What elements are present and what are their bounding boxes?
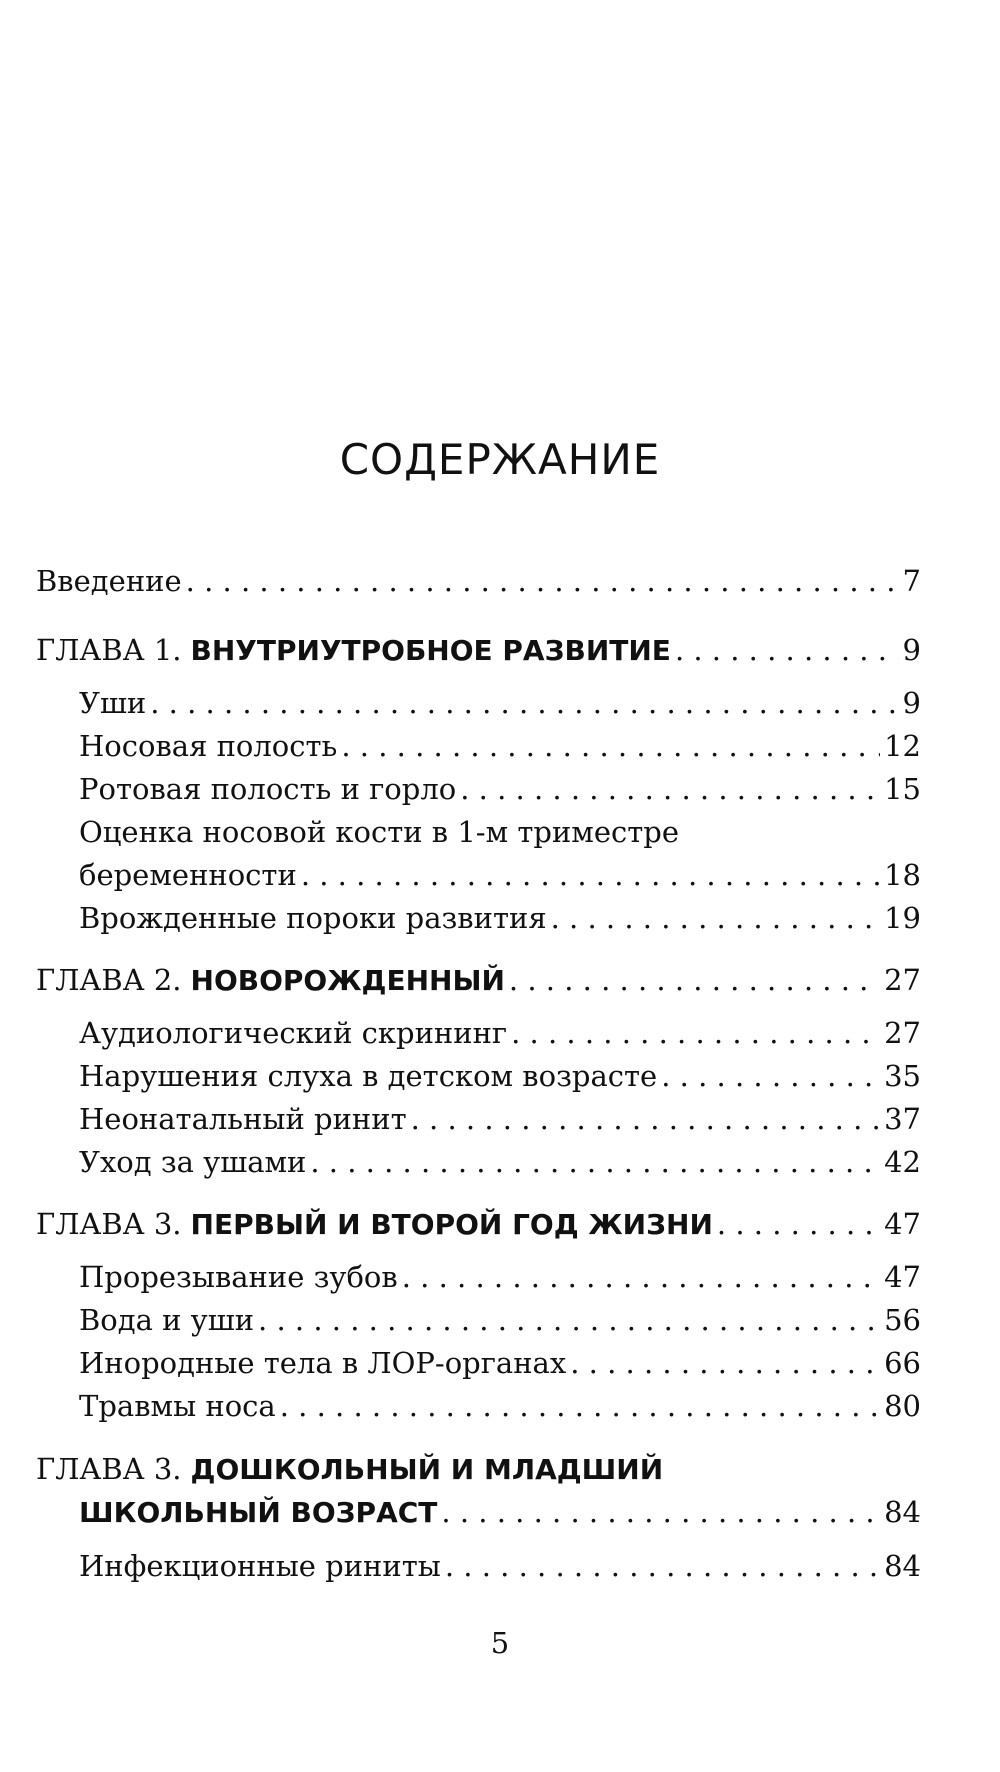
toc-page-number: 19 [884,901,921,935]
chapter-title: ВНУТРИУТРОБНОЕ РАЗВИТИЕ [190,634,671,667]
toc-entry-title: Инфекционные риниты [79,1549,441,1583]
toc-page-number: 18 [884,858,921,892]
page-title: СОДЕРЖАНИЕ [339,435,661,484]
toc-entry-nasal-bone-line-2[interactable] [79,855,921,895]
dot-leader [186,561,899,601]
dot-leader [301,855,880,895]
toc-entry-title: Вода и уши [79,1303,255,1337]
toc-entry-title: Травмы носа [79,1389,276,1423]
toc-page-number: 56 [884,1303,921,1337]
toc-entry-ears[interactable] [79,683,921,723]
toc-entry-foreign-bodies[interactable] [79,1343,921,1383]
toc-entry-hearing-disorders[interactable] [79,1056,921,1096]
toc-entry-nasal-cavity[interactable] [79,726,921,766]
toc-chapter-2[interactable] [36,960,921,1000]
dot-leader [150,683,898,723]
toc-page-number: 42 [884,1145,921,1179]
toc-entry-title: Прорезывание зубов [79,1260,398,1294]
dot-leader [460,769,880,809]
chapter-title: ДОШКОЛЬНЫЙ И МЛАДШИЙ [190,1453,664,1486]
chapter-title: ПЕРВЫЙ И ВТОРОЙ ГОД ЖИЗНИ [190,1208,713,1241]
chapter-title: ШКОЛЬНЫЙ ВОЗРАСТ [79,1496,438,1529]
toc-page-number: 84 [884,1549,921,1583]
toc-chapter-3-first-years[interactable] [36,1204,921,1244]
toc-entry-title: Неонатальный ринит [79,1102,407,1136]
toc-entry-title: Введение [36,564,182,598]
toc-entry-audiology-screening[interactable] [79,1013,921,1053]
toc-entry-water-and-ears[interactable] [79,1300,921,1340]
toc-page-number: 66 [884,1346,921,1380]
toc-entry-ear-care[interactable] [79,1142,921,1182]
chapter-prefix: ГЛАВА 3. [36,1452,182,1486]
toc-page-number: 12 [884,729,921,763]
chapter-title: НОВОРОЖДЕННЫЙ [190,964,505,997]
dot-leader [341,726,880,766]
toc-page-number: 47 [884,1260,921,1294]
dot-leader [661,1056,880,1096]
toc-page-number: 7 [902,564,921,598]
toc-entry-title: Уши [79,686,147,720]
toc-page-number: 9 [902,686,921,720]
toc-entry-introduction[interactable] [36,561,921,601]
dot-leader [411,1099,880,1139]
toc-page-number: 37 [884,1102,921,1136]
toc-entry-title: Носовая полость [79,729,338,763]
toc-entry-neonatal-rhinitis[interactable] [79,1099,921,1139]
toc-entry-teething[interactable] [79,1257,921,1297]
toc-entry-title: Уход за ушами [79,1145,307,1179]
toc-page-number: 47 [884,1207,921,1241]
toc-entry-nose-injuries[interactable] [79,1386,921,1426]
toc-page-number: 80 [884,1389,921,1423]
chapter-prefix: ГЛАВА 3. [36,1207,182,1241]
chapter-prefix: ГЛАВА 2. [36,963,182,997]
toc-entry-oral-cavity[interactable] [79,769,921,809]
toc-page-number: 35 [884,1059,921,1093]
toc-entry-title: беременности [79,858,297,892]
dot-leader [310,1142,880,1182]
dot-leader [280,1386,880,1426]
toc-chapter-3-preschool-line-1[interactable] [36,1449,921,1489]
toc-page-number: 27 [884,963,921,997]
toc-entry-infectious-rhinitis[interactable] [79,1546,921,1586]
dot-leader [258,1300,880,1340]
toc-page-number: 84 [884,1495,921,1529]
dot-leader [570,1343,880,1383]
dot-leader [551,898,880,938]
toc-page-number: 9 [902,633,921,667]
dot-leader [717,1204,880,1244]
dot-leader [445,1546,880,1586]
toc-entry-nasal-bone-line-1[interactable] [79,812,921,852]
dot-leader [441,1492,880,1532]
dot-leader [509,960,880,1000]
toc-chapter-3-preschool-line-2[interactable] [79,1492,921,1532]
toc-entry-title: Врожденные пороки развития [79,901,547,935]
toc-page-number: 27 [884,1016,921,1050]
toc-entry-title: Нарушения слуха в детском возрасте [79,1059,658,1093]
page-number: 5 [490,1626,510,1660]
toc-entry-title: Оценка носовой кости в 1-м триместре [79,815,680,849]
toc-entry-title: Инородные тела в ЛОР-органах [79,1346,567,1380]
toc-entry-title: Аудиологический скрининг [79,1016,508,1050]
dot-leader [402,1257,880,1297]
chapter-prefix: ГЛАВА 1. [36,633,182,667]
toc-chapter-1[interactable] [36,630,921,670]
toc-page-number: 15 [884,772,921,806]
dot-leader [675,630,899,670]
toc-entry-title: Ротовая полость и горло [79,772,457,806]
dot-leader [511,1013,880,1053]
toc-entry-congenital-defects[interactable] [79,898,921,938]
